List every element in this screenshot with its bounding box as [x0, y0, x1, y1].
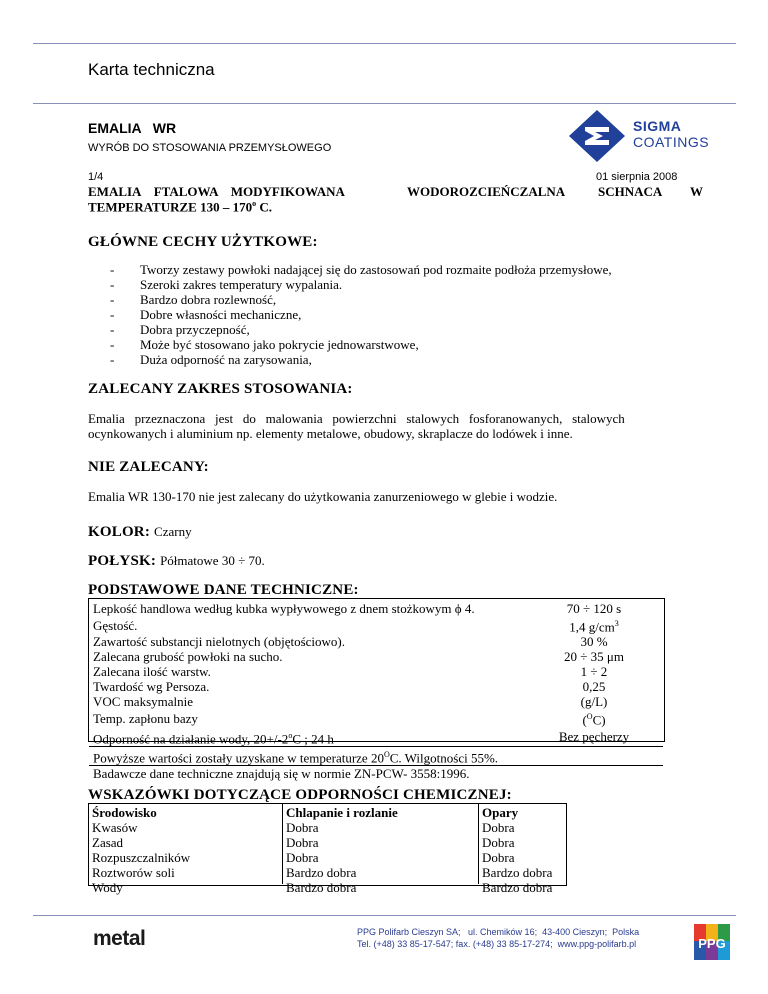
list-item: - Dobra przyczepność, [110, 322, 710, 337]
column-header: Chlapanie i rozlanie [286, 805, 398, 820]
table-row [89, 679, 663, 694]
document-title: Karta techniczna [88, 60, 215, 79]
tech-value: 30 % [580, 634, 608, 650]
table-cell: Bardzo dobra [286, 880, 357, 895]
density-value: 1,4 g/cm [569, 619, 615, 635]
table-cell: Dobra [286, 835, 319, 850]
color-line [88, 523, 192, 541]
table-cell: Bardzo dobra [482, 880, 553, 895]
list-item: - Duża odporność na zarysowania, [110, 352, 710, 367]
description-part-a: EMALIA FTALOWA MODYFIKOWANA [88, 184, 345, 199]
not-recommended-heading: NIE ZALECANY: [88, 459, 209, 475]
water-degree-sup: o [288, 730, 293, 740]
table-cell: Wody [92, 880, 123, 895]
table-cell: Dobra [482, 835, 515, 850]
tech-value: (g/L) [580, 694, 608, 710]
tech-value: 20 ÷ 35 μm [564, 649, 624, 665]
product-name: EMALIA WR [88, 120, 177, 136]
table-row [89, 649, 663, 664]
table-row [89, 880, 566, 895]
list-item: - Dobre własności mechaniczne, [110, 307, 710, 322]
tech-note-1 [89, 746, 663, 765]
description-unit: C. [256, 199, 272, 215]
metal-logo: metal [93, 927, 146, 950]
description-degree-sup: o [252, 199, 257, 208]
table-row [89, 664, 663, 679]
tech-label: VOC maksymalnie [93, 694, 194, 710]
tech-value [525, 616, 663, 634]
usage-text-line-2: ocynkowanych i aluminium np. elementy metalowe, obudowy, skraplacze do lodówek i inne. [88, 426, 573, 441]
note-post: C. Wilgotności 55%. [389, 750, 499, 766]
list-item: - Szeroki zakres temperatury wypalania. [110, 277, 710, 292]
logo-coatings-text: COATINGS [633, 134, 710, 150]
column-header: Opary [482, 805, 519, 820]
gloss-value: Półmatowe 30 ÷ 70. [160, 553, 265, 568]
table-row [89, 865, 566, 880]
color-value: Czarny [154, 524, 192, 539]
sigma-coatings-logo [563, 108, 723, 164]
usage-heading: ZALECANY ZAKRES STOSOWANIA: [88, 381, 353, 397]
table-row [89, 766, 663, 782]
table-cell: Bardzo dobra [482, 865, 553, 880]
tech-label: Zalecana grubość powłoki na sucho. [93, 649, 283, 665]
color-label: KOLOR: [88, 524, 151, 540]
table-row [89, 601, 663, 616]
gloss-label: POŁYSK: [88, 553, 157, 569]
usage-text-line-1: Emalia przeznaczona jest do malowania powierzchni stalowych fosforanowanych, stalowych [88, 411, 625, 426]
density-unit-sup: 3 [614, 619, 619, 628]
tech-value [525, 709, 663, 727]
water-label-pre: Odporność na działanie wody, 20+/-2 [93, 730, 289, 746]
product-subtitle: WYRÓB DO STOSOWANIA PRZEMYSŁOWEGO [88, 142, 332, 154]
tech-label: Gęstość. [93, 617, 138, 633]
list-item: - Może być stosowano jako pokrycie jednowarstwowe, [110, 337, 710, 352]
table-cell: Bardzo dobra [286, 865, 357, 880]
table-row [89, 850, 566, 865]
tech-value: 0,25 [582, 679, 606, 695]
header-top-rule [33, 43, 736, 44]
footer-address: PPG Polifarb Cieszyn SA; ul. Chemików 16; 43-400 Cieszyn; Polska [357, 927, 640, 937]
table-row [89, 746, 663, 765]
tech-label: Temp. zapłonu bazy [93, 710, 198, 726]
table-cell: Dobra [286, 820, 319, 835]
table-cell: Dobra [286, 850, 319, 865]
description-temp: TEMPERATURZE 130 – 170 [88, 199, 253, 215]
tech-value: 1 ÷ 2 [580, 664, 608, 680]
tech-label: Zawartość substancji nielotnych (objętościowo). [93, 634, 345, 650]
table-header-row [89, 805, 566, 820]
note-pre: Powyższe wartości zostały uzyskane w temperaturze 20 [93, 750, 384, 766]
table-row [89, 728, 663, 747]
column-header: Środowisko [92, 805, 157, 820]
flash-open-paren: ( [582, 712, 587, 728]
table-row [89, 709, 663, 727]
chemical-table [89, 805, 566, 895]
table-row [89, 634, 663, 649]
flash-unit: C) [592, 712, 606, 728]
page-number: 1/4 [88, 171, 104, 183]
table-row [89, 820, 566, 835]
tech-label: Zalecana ilość warstw. [93, 664, 211, 680]
description-part-c: SCHNACA [598, 184, 663, 199]
ppg-logo-icon [694, 924, 730, 960]
tech-label [89, 728, 525, 747]
tech-label: Lepkość handlowa według kubka wypływowego z dnem stożkowym ϕ 4. [93, 601, 475, 616]
tech-value: 70 ÷ 120 s [566, 601, 622, 616]
table-row [89, 835, 566, 850]
water-label-post: C ; 24 h [292, 730, 334, 746]
tech-label: Twardość wg Persoza. [93, 679, 210, 695]
tech-value: Bez pęcherzy [558, 729, 630, 745]
features-heading: GŁÓWNE CECHY UŻYTKOWE: [88, 234, 318, 250]
flash-degree-sup: O [586, 712, 593, 722]
table-row [89, 616, 663, 634]
not-recommended-text: Emalia WR 130-170 nie jest zalecany do użytkowania zanurzeniowego w glebie i wodzie. [88, 489, 558, 504]
description-part-d: W [690, 184, 703, 199]
header-bottom-rule [33, 103, 736, 104]
table-cell: Dobra [482, 850, 515, 865]
table-cell: Roztworów soli [92, 865, 175, 880]
tech-heading: PODSTAWOWE DANE TECHNICZNE: [88, 582, 359, 598]
table-cell: Dobra [482, 820, 515, 835]
document-date: 01 sierpnia 2008 [596, 171, 678, 183]
note-degree-sup: O [383, 749, 390, 759]
tech-data-table [89, 601, 663, 781]
table-cell: Rozpuszczalników [92, 850, 191, 865]
description-part-b: WODOROZCIEŃCZALNA [407, 184, 566, 199]
footer-rule [33, 915, 736, 916]
gloss-line [88, 552, 265, 570]
tech-note-2: Badawcze dane techniczne znajdują się w normie ZN-PCW- 3558:1996. [89, 766, 663, 782]
table-cell: Zasad [92, 835, 124, 850]
description-line-2 [88, 199, 272, 215]
table-row [89, 694, 663, 709]
chemical-heading: WSKAZÓWKI DOTYCZĄCE ODPORNOŚCI CHEMICZNEJ: [88, 787, 512, 803]
footer-contact: Tel. (+48) 33 85-17-547; fax. (+48) 33 85-17-274; www.ppg-polifarb.pl [357, 939, 637, 949]
svg-text:PPG: PPG [698, 936, 726, 951]
features-list [110, 262, 710, 367]
ppg-logo [694, 924, 730, 960]
list-item: - Bardzo dobra rozlewność, [110, 292, 710, 307]
table-cell: Kwasów [92, 820, 138, 835]
list-item: - Tworzy zestawy powłoki nadającej się do zastosowań pod rozmaite podłoża przemysłowe, [110, 262, 710, 277]
logo-sigma-text: SIGMA [633, 118, 682, 134]
